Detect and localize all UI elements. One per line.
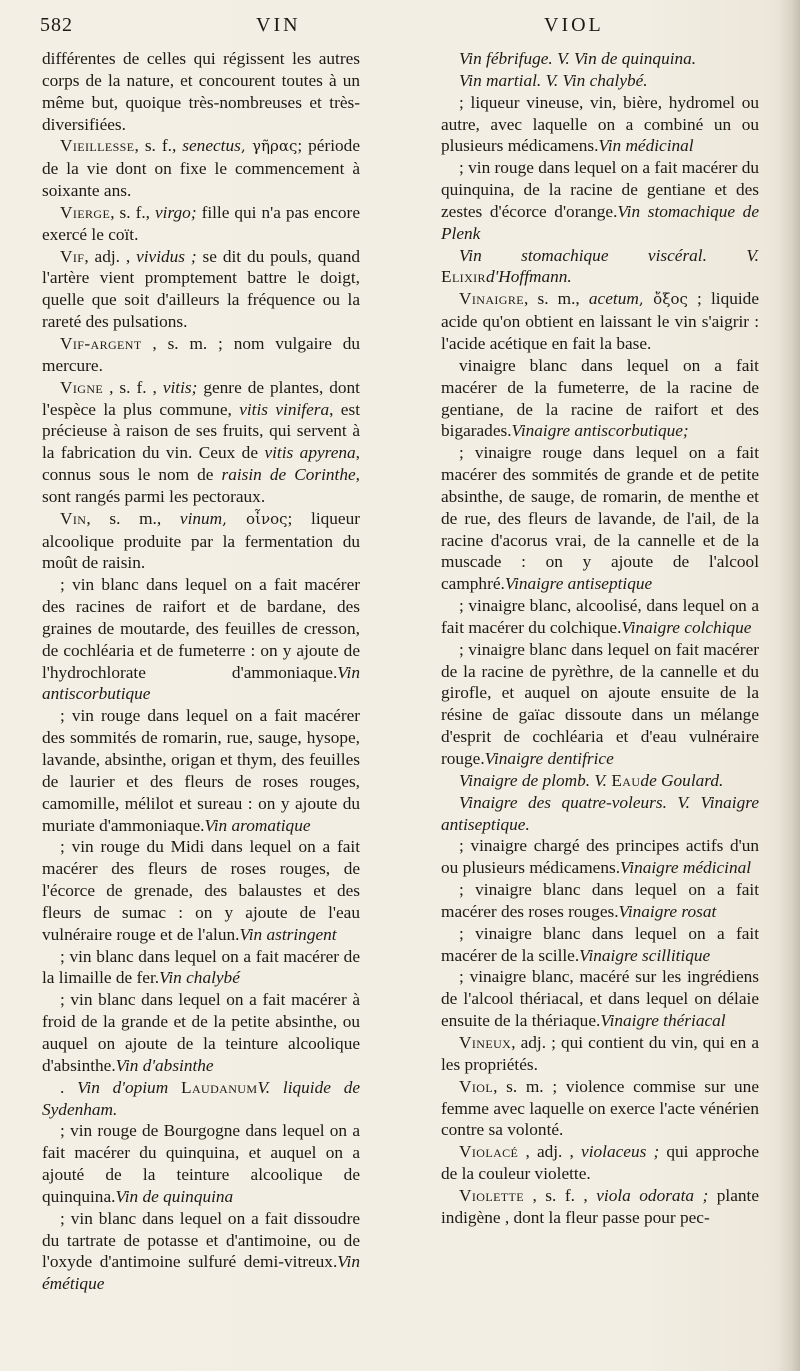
dictionary-entry xyxy=(42,705,360,836)
running-header xyxy=(38,6,778,40)
dictionary-entry xyxy=(42,333,360,377)
dictionary-entry xyxy=(441,770,759,792)
italic-term: Vinaigre des quatre-voleurs. V. Vinaigre antiseptique. xyxy=(441,792,759,834)
italic-term: Vin stomachique de Plenk xyxy=(441,201,759,243)
headword: Laudanum xyxy=(181,1077,258,1097)
dictionary-entry xyxy=(441,157,759,244)
dictionary-entry xyxy=(42,989,360,1076)
entry-text: ; période de la vie dont on fixe le commencement à soixante ans. xyxy=(42,136,360,201)
headword: Vieillesse xyxy=(60,136,135,156)
dictionary-entry xyxy=(441,1032,759,1076)
entry-text: plante indigène , dont la fleur passe pour pec- xyxy=(441,1185,759,1227)
entry-text: , s. m. ; nom vulgaire du mercure. xyxy=(42,333,360,375)
entry-text: , sont rangés parmi les pectoraux. xyxy=(42,465,360,506)
entry-text: ; vin blanc dans lequel on a fait macérer de la limaille de fer. xyxy=(42,946,360,988)
dictionary-entry xyxy=(42,1208,360,1295)
entry-text: fille qui n'a pas encore exercé le coït. xyxy=(42,202,360,244)
headword: Eau xyxy=(611,770,641,790)
italic-term: liquide de Sydenham. xyxy=(42,1077,361,1119)
entry-text: ; vinaigre blanc dans lequel on fait macérer de la racine de pyrèthre, de la cannelle et du girofle, et auquel on ajoute ensuite de la résine de gaïac dissoute dans un mélange d'esprit de cochléaria et d'eau vulnéraire rouge. xyxy=(441,639,759,768)
left-running-title: VIN xyxy=(256,14,301,36)
entry-text: ; vin rouge dans lequel on a fait macérer du quinquina, de la racine de gentiane et des zestes d'écorce d'orange. xyxy=(441,158,759,221)
italic-term: Vin antiscorbutique xyxy=(42,662,360,704)
italic-term: Vinaigre dentifrice xyxy=(484,749,614,768)
entry-text: ; vin blanc dans lequel on a fait macérer à froid de la grande et de la petite absinthe, ou auquel on ajoute de la teinture alcoolique d'absinthe. xyxy=(42,990,360,1075)
headword: Elixir xyxy=(441,267,486,287)
italic-term: Vin de quinquina xyxy=(115,1186,234,1206)
italic-term: Vin fébrifuge. V. Vin de quinquina. xyxy=(459,49,697,68)
dictionary-entry xyxy=(441,70,759,92)
entry-text: . xyxy=(60,1077,78,1097)
headword: Vin xyxy=(60,508,87,528)
dictionary-entry xyxy=(42,1077,360,1121)
dictionary-entry xyxy=(441,355,759,442)
headword: Vigne xyxy=(60,377,104,397)
dictionary-entry xyxy=(42,246,360,333)
italic-term: vitis vinifera xyxy=(239,399,330,419)
entry-text: ; vinaigre blanc, macéré sur les ingrédiens de l'alcool thériacal, et dans lequel on délaie ensuite de la thériaque. xyxy=(441,967,759,1031)
entry-text: , adj. , xyxy=(84,246,137,266)
entry-text: ; vinaigre chargé des principes actifs d'un ou plusieurs médicamens. xyxy=(441,836,759,878)
italic-term: V. xyxy=(257,1077,271,1097)
dictionary-entry xyxy=(42,377,360,508)
entry-text xyxy=(270,1078,283,1097)
dictionary-entry xyxy=(42,836,360,945)
italic-term: Vin stomachique viscéral. V. xyxy=(459,245,759,265)
page-edge-shadow xyxy=(778,0,800,1371)
entry-text: , s. f. , xyxy=(103,377,163,397)
entry-text: ; liqueur vineuse, vin, bière, hydromel ou autre, avec laquelle on a combiné un ou plusieurs médicamens. xyxy=(441,92,759,156)
entry-text: , s. m. ; violence commise sur une femme avec laquelle on exerce l'acte vénérien contre sa volonté. xyxy=(441,1076,759,1140)
italic-term: Vinaigre antiscorbutique; xyxy=(511,421,689,441)
italic-term: Vinaigre médicinal xyxy=(620,858,752,878)
dictionary-entry xyxy=(441,879,759,923)
dictionary-entry xyxy=(441,835,759,879)
italic-term: Vinaigre colchique xyxy=(621,617,752,637)
entry-text: se dit du pouls, quand l'artère vient promptement battre le doigt, quelle que soit d'ailleurs la fréquence ou la rareté des pulsations. xyxy=(42,246,360,332)
italic-term: Vin chalybé xyxy=(159,968,240,988)
headword: Vinaigre xyxy=(459,289,525,309)
entry-text: , s. m., xyxy=(86,508,180,528)
entry-text: , est précieuse à raison de ses fruits, qui servent à la fabrication du vin. Ceux de xyxy=(42,399,360,463)
headword: Violacé xyxy=(459,1142,519,1162)
dictionary-entry xyxy=(42,135,360,202)
dictionary-entry xyxy=(441,923,759,967)
dictionary-entry xyxy=(441,245,759,289)
headword: Vineux xyxy=(459,1032,512,1052)
greek-term: , ὄξος xyxy=(638,290,688,309)
italic-term: Vinaigre rosat xyxy=(618,901,717,921)
greek-term: , οἶνος xyxy=(222,509,288,528)
italic-term: de Goulard. xyxy=(640,770,724,790)
entry-text: ; vin rouge du Midi dans lequel on a fait macérer des fleurs de roses rouges, de l'écorce de grenade, des balaustes et des fleurs de sumac : on y ajoute de l'eau vulnéraire rouge et de l'alun. xyxy=(42,837,360,944)
entry-text: ; vin blanc dans lequel on a fait macérer des racines de raifort et de bardane, des graines de moutarde, des feuilles de cresson, de cochléaria et de fumeterre : on y ajoute de l'hydrochlorate d'ammoniaque. xyxy=(42,575,360,682)
entry-text: vinaigre blanc dans lequel on a fait macérer de la fumeterre, de la racine de gentiane, de la racine de raifort et des bigarades. xyxy=(441,355,759,441)
dictionary-entry xyxy=(441,1141,759,1185)
entry-text: , adj. ; qui contient du vin, qui en a les propriétés. xyxy=(441,1032,759,1074)
italic-term: vitis; xyxy=(162,377,198,397)
dictionary-entry xyxy=(441,442,759,595)
italic-term: acetum xyxy=(588,289,639,309)
italic-term: Vin d'absinthe xyxy=(115,1055,214,1075)
dictionary-entry xyxy=(441,792,759,836)
italic-term: d'Hoffmann. xyxy=(485,267,572,287)
italic-term: raisin de Corinthe xyxy=(221,465,356,485)
entry-text: ; vinaigre blanc, alcoolisé, dans lequel on a fait macérer du colchique. xyxy=(441,596,759,637)
right-running-title: VIOL xyxy=(544,14,604,36)
italic-term: Vin aromatique xyxy=(204,815,311,835)
italic-term: Vinaigre de plomb. V. xyxy=(459,770,607,790)
continued-text xyxy=(42,48,360,135)
dictionary-entry xyxy=(441,288,759,355)
italic-term: Vin d'opium xyxy=(77,1077,169,1097)
entry-text: ; vinaigre rouge dans lequel on a fait macérer des sommités de grande et de petite absinthe, de sauge, de romarin, de menthe et de rue, des fleurs de lavande, de l'ail, de la racine d'acorus vrai, de la cannelle et de la muscade : on y ajoute de l'alcool camphré. xyxy=(441,443,759,594)
entry-text: , s. m., xyxy=(524,289,589,309)
entry-text: ; liqueur alcoolique produite par la fermentation du moût de raisin. xyxy=(42,508,360,573)
dictionary-entry xyxy=(441,595,759,639)
italic-term: senectus xyxy=(182,136,241,156)
dictionary-entry xyxy=(42,202,360,246)
italic-term: Vin émétique xyxy=(42,1252,360,1294)
headword: Viol xyxy=(459,1076,494,1096)
italic-term: virgo; xyxy=(154,202,197,222)
dictionary-entry xyxy=(42,574,360,705)
dictionary-entry xyxy=(42,1120,360,1207)
entry-text: ; vin blanc dans lequel on a fait dissoudre du tartrate de potasse et d'antimoine, ou de l'oxyde d'antimoine sulfuré demi-vitreux. xyxy=(42,1208,360,1272)
headword: Vif-argent xyxy=(60,333,142,353)
entry-text: , adj. , xyxy=(518,1142,582,1162)
dictionary-entry xyxy=(441,92,759,158)
greek-term: , γῆρας xyxy=(240,137,298,156)
italic-term: vividus ; xyxy=(136,246,197,266)
italic-term: Vinaigre scillitique xyxy=(579,945,711,965)
dictionary-entry xyxy=(441,48,759,70)
italic-term: Vinaigre antiseptique xyxy=(504,574,653,594)
dictionary-entry xyxy=(42,946,360,990)
entry-text: , s. f., xyxy=(110,202,155,222)
right-column xyxy=(441,48,759,1229)
entry-text: ; vinaigre blanc dans lequel on a fait macérer de la scille. xyxy=(441,923,759,965)
entry-text: ; liquide acide qu'on obtient en laissant le vin s'aigrir : l'acide acétique en fait la base. xyxy=(441,289,759,353)
left-column xyxy=(42,48,360,1295)
italic-term: Vin astringent xyxy=(239,924,337,944)
dictionary-entry xyxy=(441,1076,759,1142)
entry-text xyxy=(168,1078,181,1097)
italic-term: violaceus ; xyxy=(581,1142,660,1162)
dictionary-entry xyxy=(441,1185,759,1229)
dictionary-entry xyxy=(42,508,360,575)
entry-text: qui approche de la couleur violette. xyxy=(441,1142,759,1184)
entry-text: ; vinaigre blanc dans lequel on a fait macérer des roses rouges. xyxy=(441,880,759,921)
entry-text: différentes de celles qui régissent les autres corps de la nature, et concourent toutes à un même but, quoique très-nombreuses et très-diversifiées. xyxy=(42,49,360,134)
headword: Violette xyxy=(459,1185,524,1205)
dictionary-entry xyxy=(441,639,759,770)
entry-text: ; vin rouge dans lequel on a fait macérer des sommités de romarin, rue, sauge, hysope, lavande, absinthe, origan et thym, des feuilles de laurier et des fleurs de roses rouges, camomille, mélilot et sureau : on y ajoute du muriate d'ammoniaque. xyxy=(42,706,360,835)
entry-text: , connus sous le nom de xyxy=(42,443,360,485)
page-number: 582 xyxy=(40,14,73,36)
entry-text: ; vin rouge de Bourgogne dans lequel on a fait macérer du quinquina, et auquel on a ajouté de la teinture alcoolique de quinquina. xyxy=(42,1121,360,1206)
headword: Vif xyxy=(60,246,85,266)
italic-term: Vin martial. V. Vin chalybé. xyxy=(459,70,648,90)
italic-term: vitis apyrena xyxy=(264,443,356,463)
italic-term: viola odorata ; xyxy=(596,1185,709,1205)
headword: Vierge xyxy=(60,202,111,222)
dictionary-entry xyxy=(441,966,759,1032)
italic-term: Vinaigre thériacal xyxy=(600,1011,726,1031)
entry-text: genre de plantes, dont l'espèce la plus commune, xyxy=(42,377,360,419)
italic-term: Vin médicinal xyxy=(598,136,694,156)
entry-text: , s. f., xyxy=(134,136,183,156)
italic-term: vinum xyxy=(179,508,223,528)
entry-text: , s. f. , xyxy=(524,1185,597,1205)
